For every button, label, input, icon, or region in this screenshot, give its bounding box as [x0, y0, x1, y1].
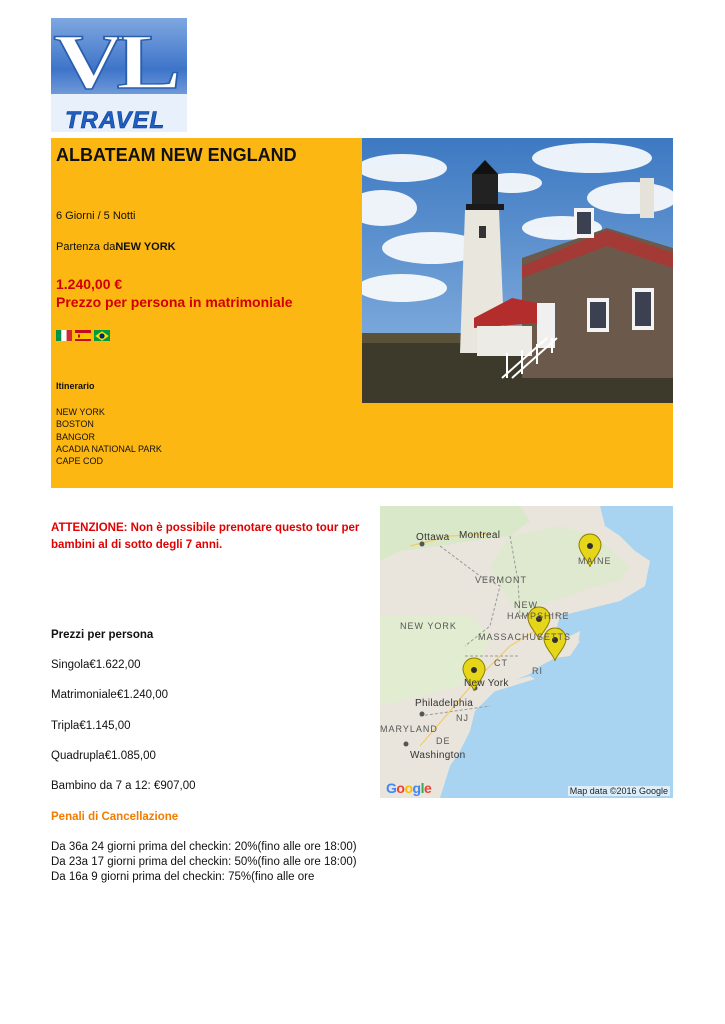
price-row-child: Bambino da 7 a 12: €907,00	[51, 780, 196, 792]
map-label-maryland: MARYLAND	[380, 724, 438, 734]
itinerary-stop: CAPE COD	[56, 456, 104, 467]
penalty-row: Da 23a 17 giorni prima del checkin: 50%(fino alle ore 18:00)	[51, 856, 357, 869]
map-label-vermont: VERMONT	[475, 575, 527, 585]
google-logo-letter: e	[423, 780, 432, 796]
itinerary-stop: ACADIA NATIONAL PARK	[56, 443, 162, 454]
google-logo-letter: l	[420, 780, 424, 796]
language-flags	[56, 329, 110, 343]
google-logo[interactable]	[386, 780, 431, 796]
itinerary-label: Itinerario	[56, 381, 95, 391]
google-logo-letter: o	[396, 780, 405, 796]
map-label-new-hampshire-2: HAMPSHIRE	[507, 611, 570, 621]
tour-price: 1.240,00 €	[56, 276, 123, 292]
price-row-single: Singola€1.622,00	[51, 659, 141, 671]
map-label-maine: MAINE	[578, 556, 612, 566]
map-label-ct: CT	[494, 658, 508, 668]
penalty-row: Da 16a 9 giorni prima del checkin: 75%(fino alle ore	[51, 871, 315, 884]
route-map[interactable]	[380, 506, 673, 798]
departure-city: NEW YORK	[115, 241, 176, 253]
google-logo-letter: o	[404, 780, 413, 796]
lighthouse-photo	[362, 138, 673, 403]
tour-duration: 6 Giorni / 5 Notti	[56, 210, 136, 222]
map-label-massachusetts: MASSACHUSETTS	[478, 632, 572, 642]
map-label-nj: NJ	[456, 713, 469, 723]
tour-title: ALBATEAM NEW ENGLAND	[56, 145, 297, 165]
tour-price-note: Prezzo per persona in matrimoniale	[56, 294, 293, 310]
prices-title: Prezzi per persona	[51, 629, 154, 641]
map-label-new-york-state: NEW YORK	[400, 621, 457, 631]
age-warning: ATTENZIONE: Non è possibile prenotare questo tour per bambini al di sotto degli 7 anni.	[51, 522, 360, 551]
italy-flag-icon	[56, 329, 72, 341]
penalty-row: Da 36a 24 giorni prima del checkin: 20%(fino alle ore 18:00)	[51, 841, 357, 853]
map-label-philadelphia: Philadelphia	[415, 698, 474, 709]
price-row-quad: Quadrupla€1.085,00	[51, 750, 156, 762]
itinerary-list	[56, 406, 162, 467]
map-label-new-hampshire-1: NEW	[514, 600, 538, 610]
map-label-ottawa: Ottawa	[416, 532, 450, 543]
map-label-ri: RI	[532, 666, 543, 676]
map-label-washington: Washington	[410, 750, 466, 761]
tour-summary	[51, 138, 362, 488]
map-label-de: DE	[436, 736, 451, 746]
penalties-title: Penali di Cancellazione	[51, 811, 179, 823]
logo-text: TRAVEL	[65, 107, 166, 132]
price-row-double: Matrimoniale€1.240,00	[51, 689, 168, 701]
itinerary-stop: BOSTON	[56, 419, 94, 430]
brazil-flag-icon	[94, 329, 110, 341]
spain-flag-icon	[75, 329, 91, 341]
tour-header	[51, 138, 673, 488]
itinerary-stop: NEW YORK	[56, 407, 105, 417]
google-logo-letter: g	[412, 780, 421, 796]
map-credit[interactable]: Map data ©2016 Google	[569, 786, 668, 796]
penalties-list	[51, 840, 361, 886]
logo-letters: VL	[53, 19, 174, 106]
itinerary-stop: BANGOR	[56, 431, 96, 442]
price-row-triple: Tripla€1.145,00	[51, 720, 131, 732]
map-label-new-york-city: New York	[464, 678, 509, 689]
map-label-montreal: Montreal	[459, 530, 501, 541]
departure-prefix: Partenza da	[56, 241, 116, 253]
vl-travel-logo	[51, 18, 187, 132]
google-logo-letter: G	[386, 780, 397, 796]
tour-departure	[56, 241, 176, 253]
